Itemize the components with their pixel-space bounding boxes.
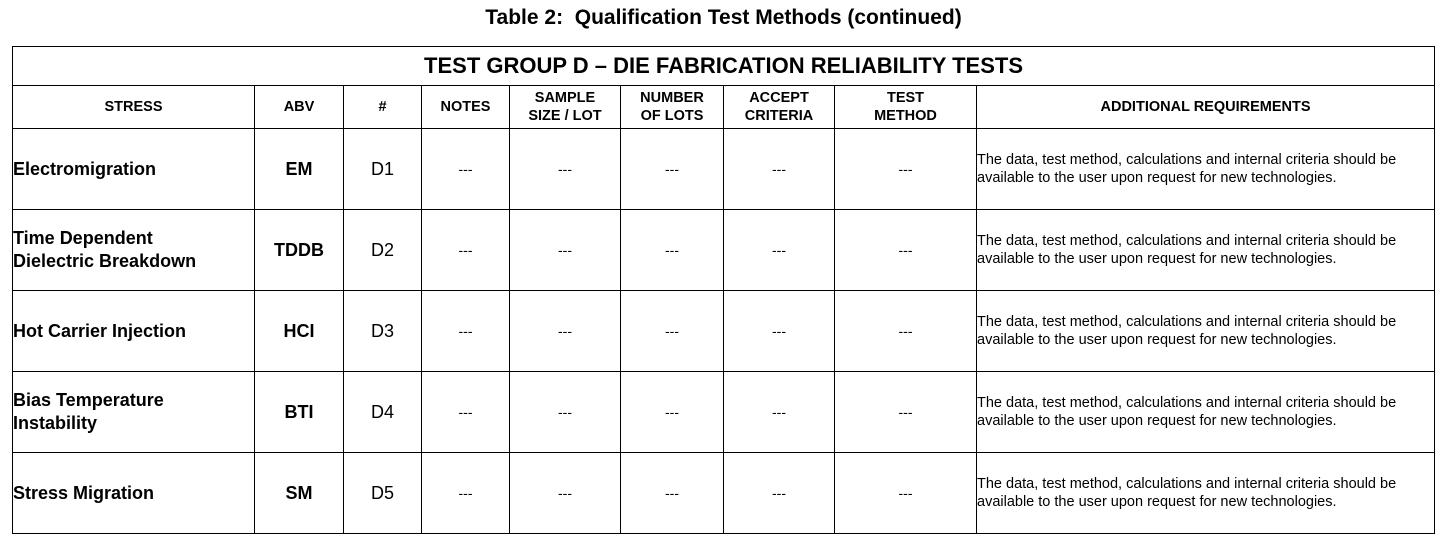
stress-cell: Stress Migration: [13, 453, 255, 534]
test-number-cell: D1: [344, 129, 422, 210]
notes-cell: ---: [422, 453, 510, 534]
table-row: [13, 129, 1435, 210]
abv-cell: TDDB: [255, 210, 344, 291]
abv-cell: SM: [255, 453, 344, 534]
table-row: [13, 210, 1435, 291]
abv-cell: EM: [255, 129, 344, 210]
accept-criteria-cell: ---: [724, 129, 835, 210]
qualification-test-table: [12, 46, 1435, 534]
group-title-row: [13, 47, 1435, 86]
number-of-lots-cell: ---: [621, 372, 724, 453]
sample-size-cell: ---: [510, 129, 621, 210]
test-method-cell: ---: [835, 453, 977, 534]
table-caption: Table 2: Qualification Test Methods (continued): [485, 6, 962, 29]
abv-cell: BTI: [255, 372, 344, 453]
header-stress: STRESS: [13, 86, 255, 129]
number-of-lots-cell: ---: [621, 453, 724, 534]
table-row: [13, 453, 1435, 534]
additional-requirements-cell: The data, test method, calculations and internal criteria should be available to the user upon request for new technologies.: [977, 210, 1435, 291]
header-sample-size: SAMPLE SIZE / LOT: [510, 86, 621, 129]
sample-size-cell: ---: [510, 453, 621, 534]
table-row: [13, 291, 1435, 372]
test-method-cell: ---: [835, 129, 977, 210]
abv-cell: HCI: [255, 291, 344, 372]
test-number-cell: D4: [344, 372, 422, 453]
additional-requirements-cell: The data, test method, calculations and internal criteria should be available to the user upon request for new technologies.: [977, 291, 1435, 372]
accept-criteria-cell: ---: [724, 372, 835, 453]
stress-cell: Time Dependent Dielectric Breakdown: [13, 210, 255, 291]
stress-cell: Hot Carrier Injection: [13, 291, 255, 372]
notes-cell: ---: [422, 129, 510, 210]
test-number-cell: D2: [344, 210, 422, 291]
number-of-lots-cell: ---: [621, 129, 724, 210]
accept-criteria-cell: ---: [724, 210, 835, 291]
test-method-cell: ---: [835, 372, 977, 453]
stress-cell: Bias Temperature Instability: [13, 372, 255, 453]
sample-size-cell: ---: [510, 372, 621, 453]
number-of-lots-cell: ---: [621, 291, 724, 372]
header-row: [13, 86, 1435, 129]
notes-cell: ---: [422, 291, 510, 372]
sample-size-cell: ---: [510, 210, 621, 291]
notes-cell: ---: [422, 372, 510, 453]
notes-cell: ---: [422, 210, 510, 291]
header-accept-criteria: ACCEPT CRITERIA: [724, 86, 835, 129]
test-method-cell: ---: [835, 291, 977, 372]
additional-requirements-cell: The data, test method, calculations and internal criteria should be available to the user upon request for new technologies.: [977, 129, 1435, 210]
test-number-cell: D5: [344, 453, 422, 534]
additional-requirements-cell: The data, test method, calculations and internal criteria should be available to the user upon request for new technologies.: [977, 453, 1435, 534]
test-method-cell: ---: [835, 210, 977, 291]
accept-criteria-cell: ---: [724, 453, 835, 534]
accept-criteria-cell: ---: [724, 291, 835, 372]
table-body: [13, 129, 1435, 534]
header-test-method: TEST METHOD: [835, 86, 977, 129]
header-number: #: [344, 86, 422, 129]
number-of-lots-cell: ---: [621, 210, 724, 291]
header-additional-requirements: ADDITIONAL REQUIREMENTS: [977, 86, 1435, 129]
sample-size-cell: ---: [510, 291, 621, 372]
header-number-of-lots: NUMBER OF LOTS: [621, 86, 724, 129]
test-group-title: TEST GROUP D – DIE FABRICATION RELIABILITY TESTS: [13, 47, 1435, 86]
stress-cell: Electromigration: [13, 129, 255, 210]
test-number-cell: D3: [344, 291, 422, 372]
additional-requirements-cell: The data, test method, calculations and internal criteria should be available to the user upon request for new technologies.: [977, 372, 1435, 453]
header-abv: ABV: [255, 86, 344, 129]
table-row: [13, 372, 1435, 453]
header-notes: NOTES: [422, 86, 510, 129]
